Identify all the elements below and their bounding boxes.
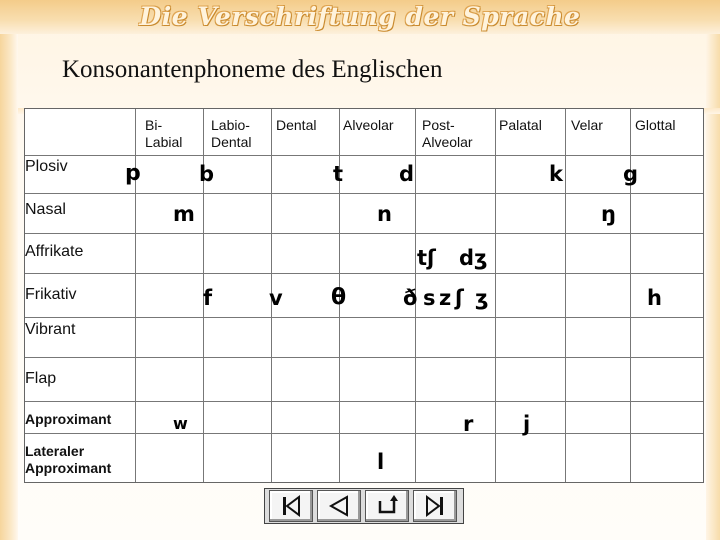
consonant-table <box>24 108 704 483</box>
phoneme-n: n <box>377 202 392 226</box>
column-header-bilabial: Bi- Labial <box>145 117 183 150</box>
grid-line <box>25 433 703 434</box>
phoneme-theta: θ <box>331 285 347 310</box>
phoneme-z: z <box>439 286 452 310</box>
right-decor-bar <box>706 0 720 540</box>
phoneme-b: b <box>199 162 215 186</box>
column-header-palatal: Palatal <box>499 117 542 133</box>
column-header-glottal: Glottal <box>635 117 676 133</box>
column-header-postalveolar: Post- Alveolar <box>422 117 473 150</box>
grid-line <box>565 109 566 482</box>
column-header-labiodental: Labio- Dental <box>211 117 252 150</box>
left-decor-bar <box>0 0 18 540</box>
phoneme-r: r <box>463 412 474 436</box>
phoneme-k: k <box>549 162 563 186</box>
previous-slide-button[interactable] <box>317 490 361 522</box>
grid-line <box>25 357 703 358</box>
slide-title: Die Verschriftung der Sprache <box>139 2 581 31</box>
phoneme-w: w <box>173 414 188 433</box>
phoneme-s: s <box>423 286 436 310</box>
phoneme-m: m <box>173 202 195 226</box>
grid-line <box>25 401 703 402</box>
phoneme-j: j <box>523 412 531 436</box>
phoneme-dzh: dʒ <box>459 246 488 270</box>
grid-line <box>25 233 703 234</box>
phoneme-p: p <box>125 161 141 186</box>
column-header-velar: Velar <box>571 117 603 133</box>
first-slide-button[interactable] <box>269 490 313 522</box>
phoneme-d: d <box>399 162 415 186</box>
column-header-alveolar: Alveolar <box>343 117 394 133</box>
row-label-approximant: Approximant <box>25 411 112 427</box>
slide-navigation <box>264 488 464 524</box>
return-button[interactable] <box>365 490 409 522</box>
grid-line <box>25 273 703 274</box>
phoneme-tsh: tʃ <box>417 246 436 270</box>
column-header-dental: Dental <box>276 117 317 133</box>
phoneme-l: l <box>377 450 385 474</box>
row-label-flap: Flap <box>25 370 57 387</box>
previous-slide-icon <box>318 491 360 521</box>
row-label-nasal: Nasal <box>25 201 66 218</box>
grid-line <box>25 193 703 194</box>
slide-subtitle: Konsonantenphoneme des Englischen <box>62 56 443 83</box>
first-slide-icon <box>270 491 312 521</box>
return-icon <box>366 491 408 521</box>
grid-line <box>25 317 703 318</box>
phoneme-v: v <box>269 286 283 310</box>
grid-line <box>495 109 496 482</box>
phoneme-eth: ð <box>403 286 418 310</box>
phoneme-sh: ʃ <box>455 286 464 310</box>
last-slide-icon <box>414 491 456 521</box>
row-label-frikativ: Frikativ <box>25 286 77 303</box>
row-label-vibrant: Vibrant <box>25 321 76 338</box>
row-label-plosiv: Plosiv <box>25 158 68 175</box>
phoneme-h: h <box>647 286 662 310</box>
grid-line <box>25 155 703 156</box>
row-label-affrikate: Affrikate <box>25 243 84 260</box>
phoneme-zh: ʒ <box>475 286 489 310</box>
phoneme-ng: ŋ <box>601 202 616 226</box>
phoneme-g: g <box>623 162 639 186</box>
phoneme-t: t <box>333 162 344 186</box>
row-label-lateral-approximant: Lateraler Approximant <box>25 443 112 476</box>
phoneme-f: f <box>203 286 213 310</box>
last-slide-button[interactable] <box>413 490 457 522</box>
